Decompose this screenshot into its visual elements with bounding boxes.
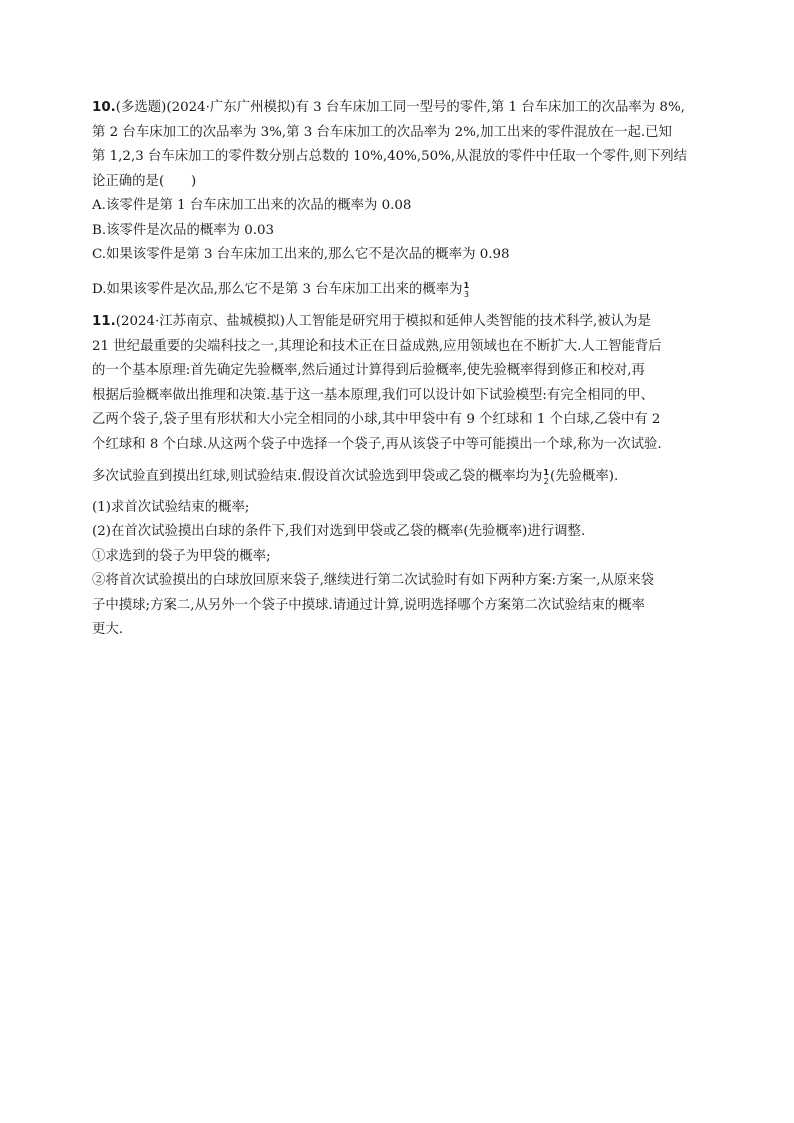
question-11-text: (2024·江苏南京、盐城模拟)人工智能是研究用于模拟和延伸人类智能的技术科学,被认为是 — [115, 314, 651, 329]
option-b: B.该零件是次品的概率为 0.03 — [92, 222, 275, 238]
option-a: A.该零件是第 1 台车床加工出来的次品的概率为 0.08 — [92, 198, 412, 213]
prior-tail: (先验概率). — [549, 469, 619, 484]
sub-question-2-2-line-3: 更大. — [92, 622, 124, 637]
question-11-line-5: 乙两个袋子,袋子里有形状和大小完全相同的小球,其中甲袋中有 9 个红球和 1 个白球,乙袋中有 2 — [92, 412, 661, 427]
sub-question-2-1: ①求选到的袋子为甲袋的概率; — [92, 548, 271, 564]
fraction-numerator: 1 — [543, 468, 549, 477]
option-d — [92, 278, 712, 303]
prior-fraction — [543, 468, 549, 486]
document-content — [92, 96, 712, 643]
fraction-denominator: 2 — [543, 477, 549, 486]
question-11-line-1 — [92, 310, 712, 335]
question-10-line-2: 第 2 台车床加工的次品率为 3%,第 3 台车床加工的次品率为 2%,加工出来的零件混放在一起.已知 — [92, 124, 672, 140]
prior-text: 多次试验直到摸出红球,则试验结束.假设首次试验选到甲袋或乙袋的概率均为 — [92, 469, 543, 484]
sub-question-2: (2)在首次试验摸出白球的条件下,我们对选到甲袋或乙袋的概率(先验概率)进行调整. — [92, 524, 586, 539]
question-11-prior-line — [92, 465, 712, 490]
question-10-number: 10. — [92, 100, 116, 115]
sub-question-2-2-line-2: 子中摸球;方案二,从另外一个袋子中摸球.请通过计算,说明选择哪个方案第二次试验结束的概率 — [92, 597, 645, 613]
option-d-text: D.如果该零件是次品,那么它不是第 3 台车床加工出来的概率为 — [92, 281, 463, 297]
option-c: C.如果该零件是第 3 台车床加工出来的,那么它不是次品的概率为 0.98 — [92, 247, 510, 262]
question-11 — [92, 310, 712, 643]
question-11-line-4: 根据后验概率做出推理和决策.基于这一基本原理,我们可以设计如下试验模型:有完全相同的甲、 — [92, 387, 655, 403]
question-11-line-2: 21 世纪最重要的尖端科技之一,其理论和技术正在日益成熟,应用领域也在不断扩大.人工智能背后 — [92, 338, 662, 354]
fraction-numerator: 1 — [463, 280, 470, 290]
sub-question-2-2-line-1: ②将首次试验摸出的白球放回原来袋子,继续进行第二次试验时有如下两种方案:方案一,从原来袋 — [92, 573, 655, 588]
question-10-line-4: 论正确的是( ) — [92, 173, 197, 189]
question-11-number: 11. — [92, 314, 116, 329]
fraction-denominator: 3 — [463, 289, 469, 299]
question-10-line-3: 第 1,2,3 台车床加工的零件数分别占总数的 10%,40%,50%,从混放的零件中任取一个零件,则下列结 — [92, 149, 688, 164]
question-11-line-3: 的一个基本原理:首先确定先验概率,然后通过计算得到后验概率,使先验概率得到修正和校对,再 — [92, 363, 645, 378]
question-10-text: (多选题)(2024·广东广州模拟)有 3 台车床加工同一型号的零件,第 1 台车床加工的次品率为 8%, — [115, 100, 685, 115]
option-d-fraction — [464, 281, 470, 299]
question-10 — [92, 96, 712, 302]
question-10-line-1 — [92, 96, 712, 121]
question-11-line-6: 个红球和 8 个白球.从这两个袋子中选择一个袋子,再从该袋子中等可能摸出一个球,称为一次试验. — [92, 436, 662, 452]
sub-question-1: (1)求首次试验结束的概率; — [92, 499, 250, 515]
